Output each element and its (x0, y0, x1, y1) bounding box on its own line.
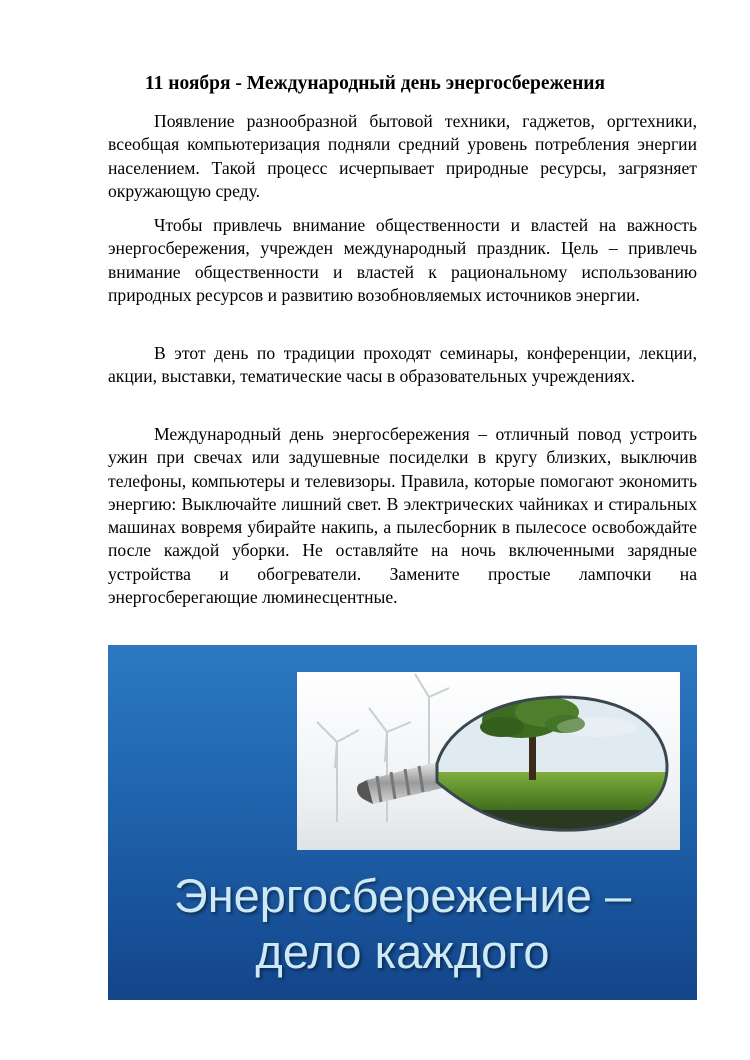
lightbulb-illustration (297, 672, 680, 850)
banner-slogan (108, 868, 697, 980)
paragraph-intro: Появление разнообразной бытовой техники, гаджетов, оргтехники, всеобщая компьютеризация подняли средний уровень потребления энергии населением. Такой процесс исчерпывает природные ресурсы, загрязняет окружающую среду. (108, 111, 697, 201)
paragraph-purpose: Чтобы привлечь внимание общественности и властей на важность энергосбережения, учрежден международный праздник. Цель – привлечь внимание общественности и властей к рациональному использованию природных ресурсов и развитию возобновляемых источников энергии. (108, 215, 697, 305)
slogan-line-2: дело каждого (255, 925, 550, 978)
page-title: 11 ноября - Международный день энергосбережения (144, 73, 606, 94)
slogan-line-1: Энергосбережение – (173, 869, 632, 922)
paragraph-tips: Международный день энергосбережения – отличный повод устроить ужин при свечах или задушевные посиделки в кругу близких, выключив телефоны, компьютеры и телевизоры. Правила, которые помогают экономить энергию: Выключайте лишний свет. В электрических чайниках и стиральных машинах вовремя убирайте накипь, а пылесборник в пылесосе освобождайте после каждой уборки. Не оставляйте на ночь включенными зарядные устройства и обогреватели. Замените простые лампочки на энергосберегающие люминесцентные. (108, 424, 697, 608)
paragraph-events: В этот день по традиции проходят семинары, конференции, лекции, акции, выставки, тематические часы в образовательных учреждениях. (108, 343, 697, 387)
energy-saving-banner (108, 645, 697, 1000)
lightbulb-tree-image (297, 672, 680, 850)
